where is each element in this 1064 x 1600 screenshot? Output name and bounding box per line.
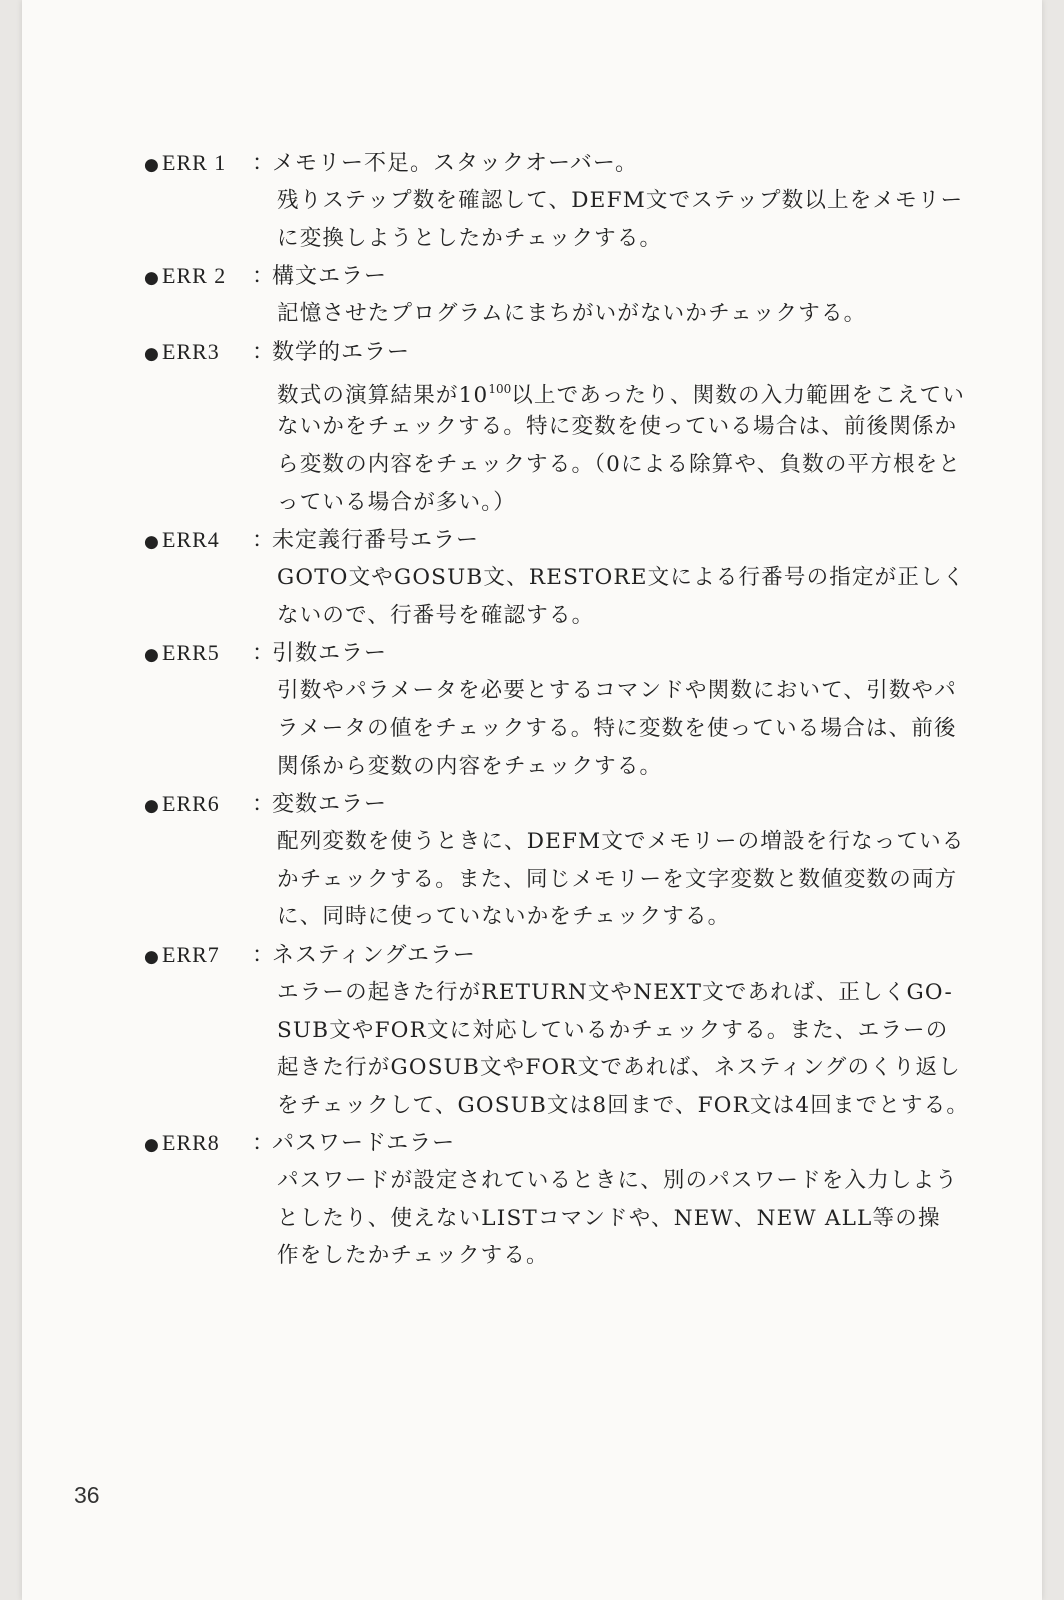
description-line: 記憶させたプログラムにまちがいがないかチェックする。 (277, 301, 867, 327)
error-heading (144, 521, 974, 559)
description-line: っている場合が多い。） (277, 489, 516, 515)
bullet-icon: ● (144, 796, 160, 817)
error-title: 構文エラー (272, 264, 388, 290)
error-description (277, 672, 974, 785)
description-line: に、同時に使っていないかをチェックする。 (277, 904, 731, 930)
error-description (277, 559, 974, 634)
page (22, 0, 1042, 1600)
description-line: 作をしたかチェックする。 (277, 1243, 549, 1269)
description-line: 配列変数を使うときに、DEFM文でメモリーの増設を行なっている (277, 829, 965, 855)
error-heading (144, 634, 974, 672)
error-entry-err7 (144, 936, 974, 1124)
page-number: 36 (74, 1482, 100, 1508)
error-title: 変数エラー (272, 792, 388, 818)
description-line: エラーの起きた行がRETURN文やNEXT文であれば、正しくGO- (277, 979, 953, 1005)
description-line: 起きた行がGOSUB文やFOR文であれば、ネスティングのくり返し (277, 1055, 962, 1081)
description-line: ラメータの値をチェックする。特に変数を使っている場合は、前後 (277, 715, 957, 741)
error-title: 数学的エラー (272, 339, 411, 365)
error-code: ERR4 (162, 527, 220, 553)
description-line: パスワードが設定されているときに、別のパスワードを入力しよう (277, 1168, 959, 1194)
description-line: に変換しようとしたかチェックする。 (277, 225, 663, 251)
error-heading (144, 936, 974, 974)
colon: ： (252, 641, 276, 667)
error-description (277, 1162, 974, 1275)
description-line (277, 371, 974, 409)
line-text: 以上であったり、関数の入力範囲をこえてい (511, 382, 966, 408)
error-description (277, 182, 974, 257)
description-line: ないので、行番号を確認する。 (277, 602, 595, 628)
error-heading (144, 785, 974, 823)
colon: ： (252, 942, 276, 968)
description-line: SUB文やFOR文に対応しているかチェックする。また、エラーの (277, 1017, 949, 1043)
error-code: ERR3 (162, 338, 220, 364)
line-text: 数式の演算結果が10 (277, 382, 489, 408)
description-line: GOTO文やGOSUB文、RESTORE文による行番号の指定が正しく (277, 565, 966, 591)
bullet-icon: ● (144, 155, 160, 175)
bullet-icon: ● (144, 946, 160, 967)
error-code: ERR6 (162, 791, 220, 817)
colon: ： (252, 792, 276, 818)
colon: ： (252, 151, 276, 176)
error-description (277, 974, 974, 1124)
error-code: ERR7 (162, 941, 220, 967)
colon: ： (252, 528, 276, 554)
error-description (277, 823, 974, 936)
error-entry-err6 (144, 785, 974, 936)
description-line: ないかをチェックする。特に変数を使っている場合は、前後関係か (277, 414, 958, 440)
error-entry-err1 (144, 144, 974, 257)
colon: ： (252, 264, 276, 290)
error-title: 未定義行番号エラー (272, 528, 480, 554)
description-line: 残りステップ数を確認して、DEFM文でステップ数以上をメモリー (277, 188, 964, 213)
description-line: ら変数の内容をチェックする。（0による除算や、負数の平方根をと (277, 451, 962, 477)
description-line: としたり、使えないLISTコマンドや、NEW、NEW ALL等の操 (277, 1205, 941, 1231)
description-line: 関係から変数の内容をチェックする。 (277, 753, 663, 779)
error-heading (144, 1124, 974, 1162)
bullet-icon: ● (144, 1135, 160, 1156)
error-code: ERR5 (162, 640, 220, 666)
error-description (277, 295, 974, 333)
colon: ： (252, 339, 276, 365)
error-title: メモリー不足。スタックオーバー。 (272, 151, 639, 176)
error-entry-err2 (144, 257, 974, 333)
error-list (144, 144, 974, 1275)
error-code: ERR 2 (162, 263, 227, 289)
error-title: 引数エラー (272, 641, 388, 667)
bullet-icon: ● (144, 343, 160, 364)
error-entry-err8 (144, 1124, 974, 1275)
bullet-icon: ● (144, 268, 160, 289)
description-line: をチェックして、GOSUB文は8回まで、FOR文は4回までとする。 (277, 1092, 970, 1118)
error-description (277, 371, 974, 521)
error-title: パスワードエラー (272, 1131, 456, 1157)
exponent: 100 (488, 381, 512, 396)
description-line: かチェックする。また、同じメモリーを文字変数と数値変数の両方 (277, 866, 958, 892)
error-entry-err3 (144, 333, 974, 521)
colon: ： (252, 1131, 276, 1157)
error-heading (144, 333, 974, 371)
description-line: 引数やパラメータを必要とするコマンドや関数において、引数やパ (277, 678, 957, 704)
error-code: ERR 1 (162, 150, 227, 175)
error-heading (144, 144, 974, 182)
bullet-icon: ● (144, 645, 160, 666)
bullet-icon: ● (144, 532, 160, 553)
error-code: ERR8 (162, 1130, 220, 1156)
error-entry-err4 (144, 521, 974, 634)
error-heading (144, 257, 974, 295)
error-title: ネスティングエラー (272, 942, 476, 968)
error-entry-err5 (144, 634, 974, 785)
